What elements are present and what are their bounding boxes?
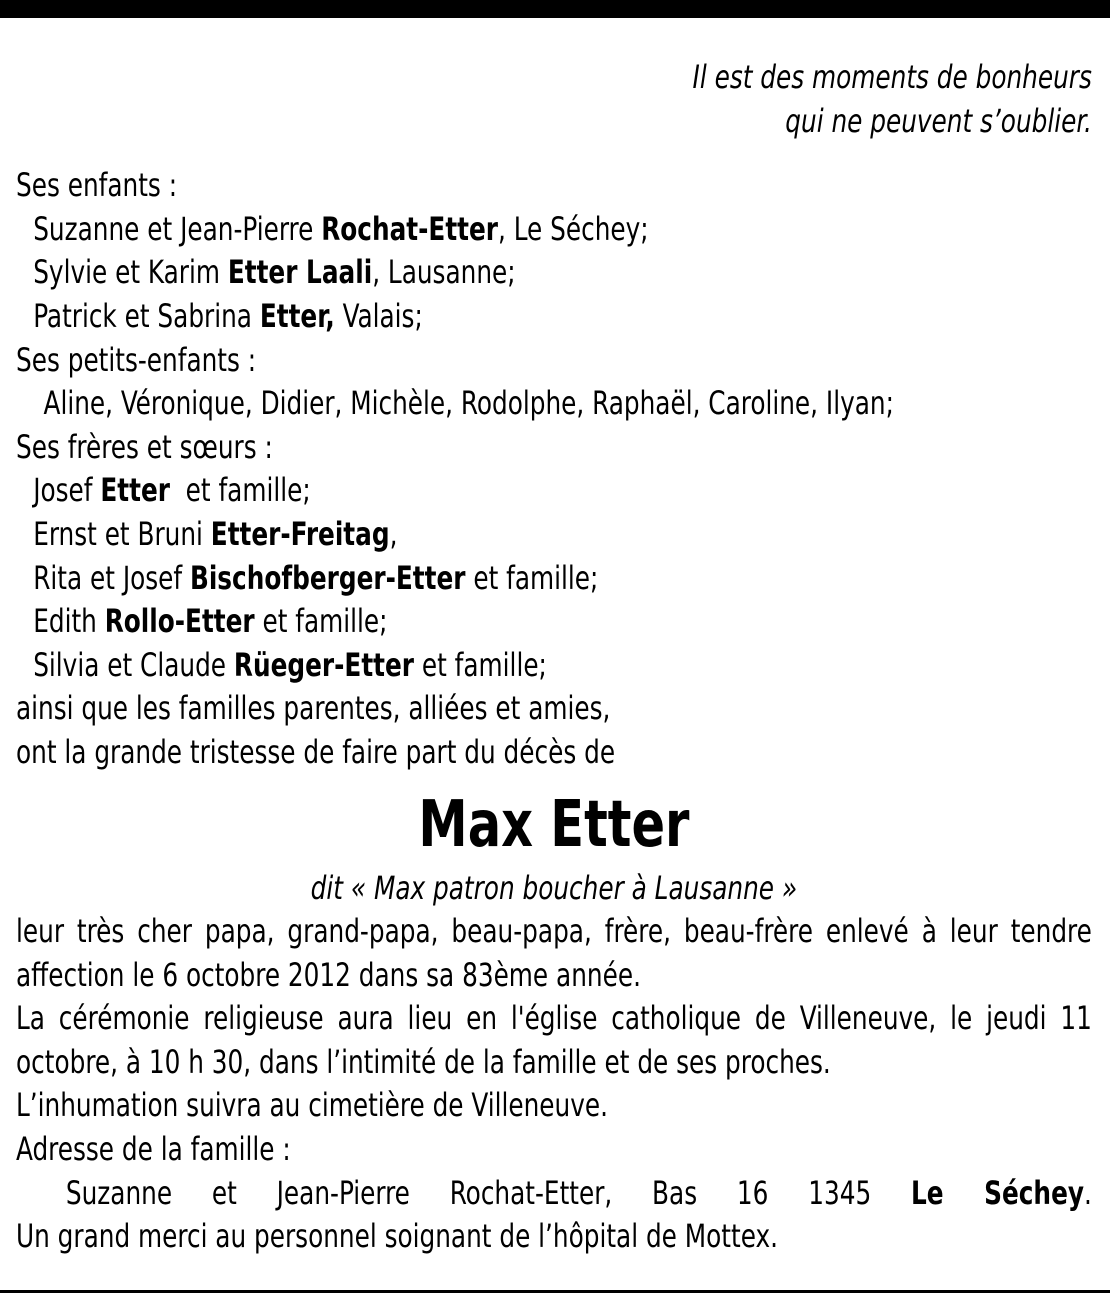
family-address: Suzanne et Jean-Pierre Rochat-Etter, Bas 16 1345 Le Séchey. — [65, 1173, 1092, 1212]
epigraph-line: qui ne peuvent s’oublier. — [785, 101, 1092, 140]
announce-line: ont la grande tristesse de faire part du décès de — [16, 732, 616, 771]
body-paragraph: leur très cher papa, grand-papa, beau-papa, frère, beau-frère enlevé à leur tendre affection le 6 octobre 2012 dans sa 83ème année. — [16, 912, 1092, 994]
grandchildren-list: Aline, Véronique, Didier, Michèle, Rodolphe, Raphaël, Caroline, Ilyan; — [43, 384, 894, 423]
top-border-bar — [0, 0, 1110, 18]
thanks-line: Un grand merci au personnel soignant de l’hôpital de Mottex. — [16, 1217, 778, 1256]
epigraph-line: Il est des moments de bonheurs — [692, 58, 1092, 96]
bottom-border-rule — [0, 1290, 1110, 1293]
obituary-notice — [16, 56, 1092, 1259]
family-line: Rita et Josef Bischofberger-Etter et famille; — [33, 558, 599, 597]
announce-line: ainsi que les familles parentes, alliées et amies, — [16, 689, 611, 728]
siblings-heading: Ses frères et sœurs : — [16, 427, 273, 466]
epigraph — [16, 56, 1092, 143]
burial-line: L’inhumation suivra au cimetière de Villeneuve. — [16, 1086, 608, 1125]
children-heading: Ses enfants : — [16, 166, 178, 205]
address-heading: Adresse de la famille : — [16, 1130, 291, 1169]
deceased-nickname: dit « Max patron boucher à Lausanne » — [310, 868, 798, 907]
deceased-name: Max Etter — [418, 787, 690, 862]
family-line: Sylvie et Karim Etter Laali, Lausanne; — [33, 253, 516, 292]
family-line: Patrick et Sabrina Etter, Valais; — [33, 296, 423, 335]
family-line: Suzanne et Jean-Pierre Rochat-Etter, Le Séchey; — [33, 209, 649, 248]
family-line: Edith Rollo-Etter et famille; — [33, 602, 388, 641]
family-line: Josef Etter et famille; — [33, 471, 311, 510]
family-line: Ernst et Bruni Etter-Freitag, — [33, 514, 398, 553]
body-paragraph: La cérémonie religieuse aura lieu en l'église catholique de Villeneuve, le jeudi 11 octobre, à 10 h 30, dans l’intimité de la famille et de ses proches. — [16, 999, 1092, 1081]
family-line: Silvia et Claude Rüeger-Etter et famille; — [33, 645, 547, 684]
grandchildren-heading: Ses petits-enfants : — [16, 340, 257, 379]
